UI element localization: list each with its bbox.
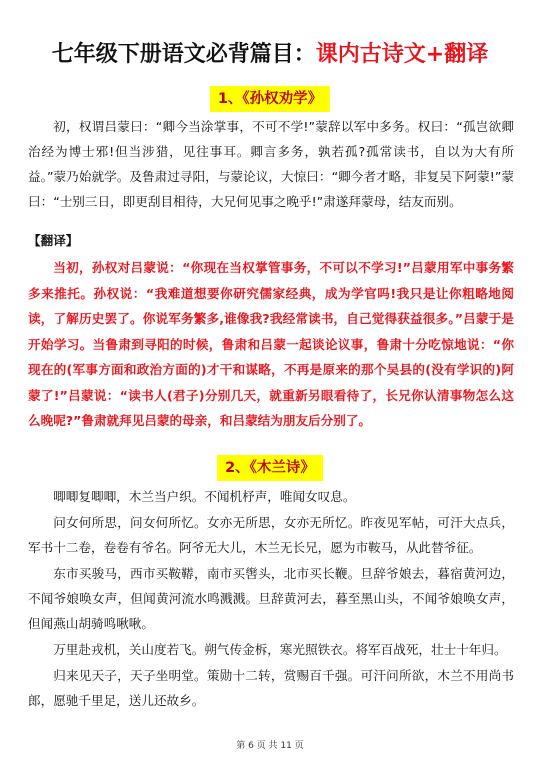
page-title-highlight: 课内古诗文+翻译 (315, 42, 489, 67)
page-title-main: 七年级下册语文必背篇目： (51, 42, 316, 67)
section-heading-mulan: 2、《木兰诗》 (217, 455, 323, 481)
mulan-paragraph-4: 万里赴戎机，关山度若飞。朔气传金柝，寒光照铁衣。将军百战死，壮士十年归。 (53, 642, 507, 657)
translation-label: 【翻译】 (28, 233, 79, 248)
section-heading-sunquan: 1、《孙权劝学》 (210, 86, 330, 112)
sunquan-original-text: 初，权谓吕蒙曰：“卿今当涂掌事，不可不学!”蒙辞以军中多务。权曰：“孤岂欲卿治经为博士邪!但当涉猎，见往事耳。卿言多务，孰若孤?孤常读书，自以为大有所益。”蒙乃始就学。及鲁肃过寻阳，与蒙论议，大惊曰：“卿今者才略，非复吴下阿蒙!”蒙曰：“士别三日，即更刮目相待，大兄何见事之晚乎!”肃遂拜蒙母，结友而别。 (28, 119, 514, 209)
sunquan-translation-text: 当初，孙权对吕蒙说：“你现在当权掌管事务，不可以不学习!”吕蒙用军中事务繁多来推托。孙权说：“我难道想要你研究儒家经典，成为学官吗!我只是让你粗略地阅读，了解历史罢了。你说军务繁多,谁像我?我经常读书，自己觉得获益很多。”吕蒙于是开始学习。当鲁肃到寻阳的时候，鲁肃和吕蒙一起谈论议事，鲁肃十分吃惊地说：“你现在的(军事方面和政治方面的)才干和谋略，不再是原来的那个吴县的(没有学识的)阿蒙了!”吕蒙说：“读书人(君子)分别几天，就重新另眼看待了，长兄你认清事物怎么这么晚呢?”鲁肃就拜见吕蒙的母亲，和吕蒙结为朋友后分别了。 (28, 260, 514, 428)
mulan-paragraph-2: 问女何所思，问女何所忆。女亦无所思，女亦无所忆。昨夜见军帖，可汗大点兵，军书十二卷，卷卷有爷名。阿爷无大儿，木兰无长兄，愿为市鞍马，从此替爷征。 (28, 515, 514, 555)
mulan-paragraph-5: 归来见天子，天子坐明堂。策勋十二转，赏赐百千强。可汗问所欲，木兰不用尚书郎，愿驰千里足，送儿还故乡。 (28, 668, 514, 708)
page-number-footer: 第 6 页 共 11 页 (236, 741, 304, 751)
mulan-paragraph-3: 东市买骏马，西市买鞍鞯，南市买辔头，北市买长鞭。旦辞爷娘去，暮宿黄河边，不闻爷娘唤女声，但闻黄河流水鸣溅溅。旦辞黄河去，暮至黑山头，不闻爷娘唤女声，但闻燕山胡骑鸣啾啾。 (28, 566, 514, 631)
mulan-paragraph-1: 唧唧复唧唧，木兰当户织。不闻机杼声，唯闻女叹息。 (53, 489, 356, 504)
page-title (0, 40, 540, 70)
